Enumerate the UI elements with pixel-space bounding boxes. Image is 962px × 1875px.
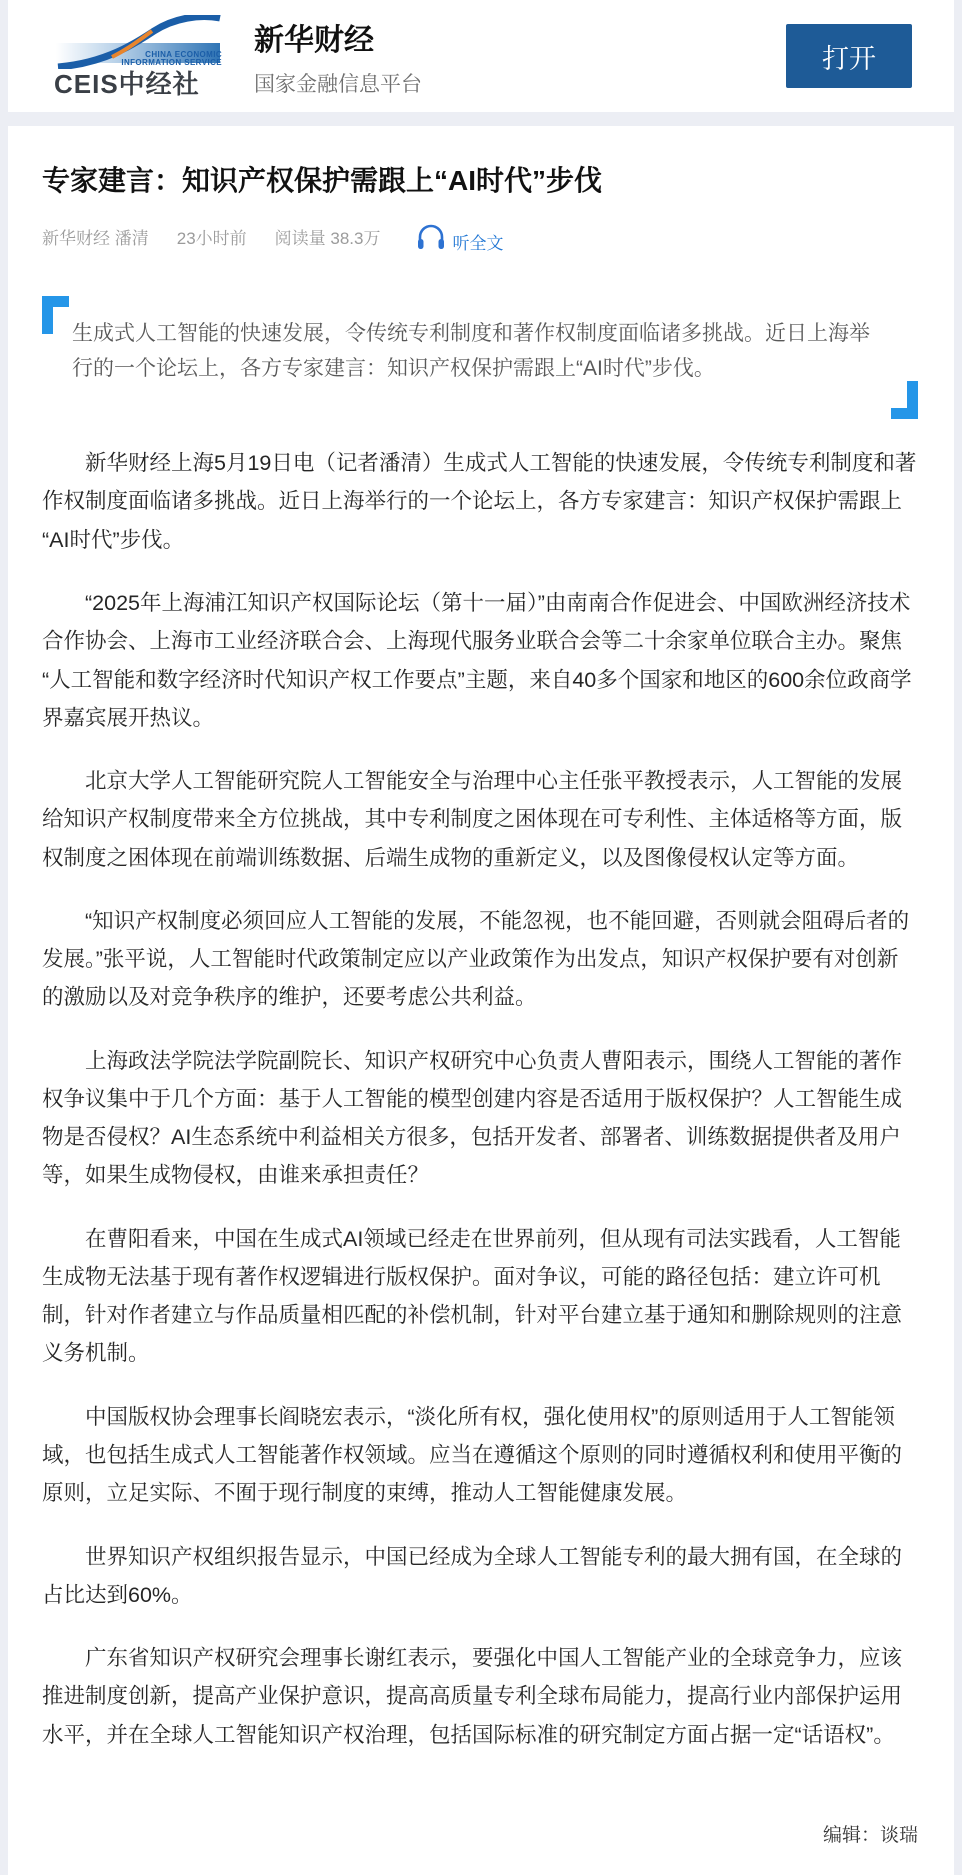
article-summary	[42, 296, 918, 419]
app-identity	[254, 15, 422, 98]
listen-label: 听全文	[452, 233, 504, 253]
article-meta	[42, 220, 918, 254]
article-time: 23小时前	[176, 229, 247, 249]
paragraph: 世界知识产权组织报告显示，中国已经成为全球人工智能专利的最大拥有国，在全球的占比达到60%。	[42, 1544, 903, 1607]
paragraph: 在曹阳看来，中国在生成式AI领域已经走在世界前列，但从现有司法实践看，人工智能生成物无法基于现有著作权逻辑进行版权保护。面对争议，可能的路径包括：建立许可机制，针对作者建立与作品质量相匹配的补偿机制，针对平台建立基于通知和删除规则的注意义务机制。	[42, 1226, 903, 1366]
quote-corner-bottomright-icon	[891, 381, 918, 419]
article-source: 新华财经 潘清	[42, 229, 149, 249]
app-banner	[8, 0, 954, 112]
ceis-logo	[54, 15, 226, 97]
paragraph: 广东省知识产权研究会理事长谢红表示，要强化中国人工智能产业的全球竞争力，应该推进制度创新，提高产业保护意识，提高高质量专利全球布局能力，提高行业内部保护运用水平，并在全球人工智能知识产权治理，包括国际标准的研究制定方面占据一定“话语权”。	[42, 1646, 903, 1747]
article-card	[8, 126, 954, 1875]
logo-org-en: CHINA ECONOMIC INFORMATION SERVICE	[121, 50, 222, 67]
headphone-icon	[414, 220, 448, 254]
paragraph: “2025年上海浦江知识产权国际论坛（第十一届）”由南南合作促进会、中国欧洲经济技术合作协会、上海市工业经济联合会、上海现代服务业联合会等二十余家单位联合主办。聚焦“人工智能和数字经济时代知识产权工作要点”主题，来自40多个国家和地区的600余位政商学界嘉宾展开热议。	[42, 590, 912, 730]
open-app-button[interactable]: 打开	[786, 24, 912, 88]
listen-button[interactable]	[414, 220, 503, 254]
app-subtitle: 国家金融信息平台	[254, 72, 422, 96]
article-body	[42, 444, 918, 1754]
paragraph: “知识产权制度必须回应人工智能的发展，不能忽视，也不能回避，否则就会阻碍后者的发展。”张平说，人工智能时代政策制定应以产业政策作为出发点，知识产权保护要有对创新的激励以及对竞争秩序的维护，还要考虑公共利益。	[42, 908, 910, 1010]
paragraph: 北京大学人工智能研究院人工智能安全与治理中心主任张平教授表示，人工智能的发展给知识产权制度带来全方位挑战，其中专利制度之困体现在可专利性、主体适格等方面，版权制度之困体现在前端训练数据、后端生成物的重新定义，以及图像侵权认定等方面。	[42, 769, 903, 870]
article-title: 专家建言：知识产权保护需跟上“AI时代”步伐	[42, 165, 603, 196]
summary-text: 生成式人工智能的快速发展，令传统专利制度和著作权制度面临诸多挑战。近日上海举行的一个论坛上，各方专家建言：知识产权保护需跟上“AI时代”步伐。	[72, 321, 870, 381]
paragraph: 上海政法学院法学院副院长、知识产权研究中心负责人曹阳表示，围绕人工智能的著作权争议集中于几个方面：基于人工智能的模型创建内容是否适用于版权保护？人工智能生成物是否侵权？AI生态系统中利益相关方很多，包括开发者、部署者、训练数据提供者及用户等，如果生成物侵权，由谁来承担责任？	[42, 1048, 903, 1188]
quote-corner-topleft-icon	[42, 296, 69, 334]
paragraph: 中国版权协会理事长阎晓宏表示，“淡化所有权，强化使用权”的原则适用于人工智能领域，也包括生成式人工智能著作权领域。应当在遵循这个原则的同时遵循权利和使用平衡的原则，立足实际、不囿于现行制度的束缚，推动人工智能健康发展。	[42, 1404, 903, 1506]
app-title: 新华财经	[254, 23, 374, 57]
paragraph: 新华财经上海5月19日电（记者潘清）生成式人工智能的快速发展，令传统专利制度和著作权制度面临诸多挑战。近日上海举行的一个论坛上，各方专家建言：知识产权保护需跟上“AI时代”步伐。	[42, 451, 917, 552]
editor-credit: 编辑：谈瑞	[822, 1824, 918, 1846]
article-views: 阅读量 38.3万	[274, 229, 381, 249]
logo-org-abbr: CEIS中经社	[54, 69, 200, 99]
